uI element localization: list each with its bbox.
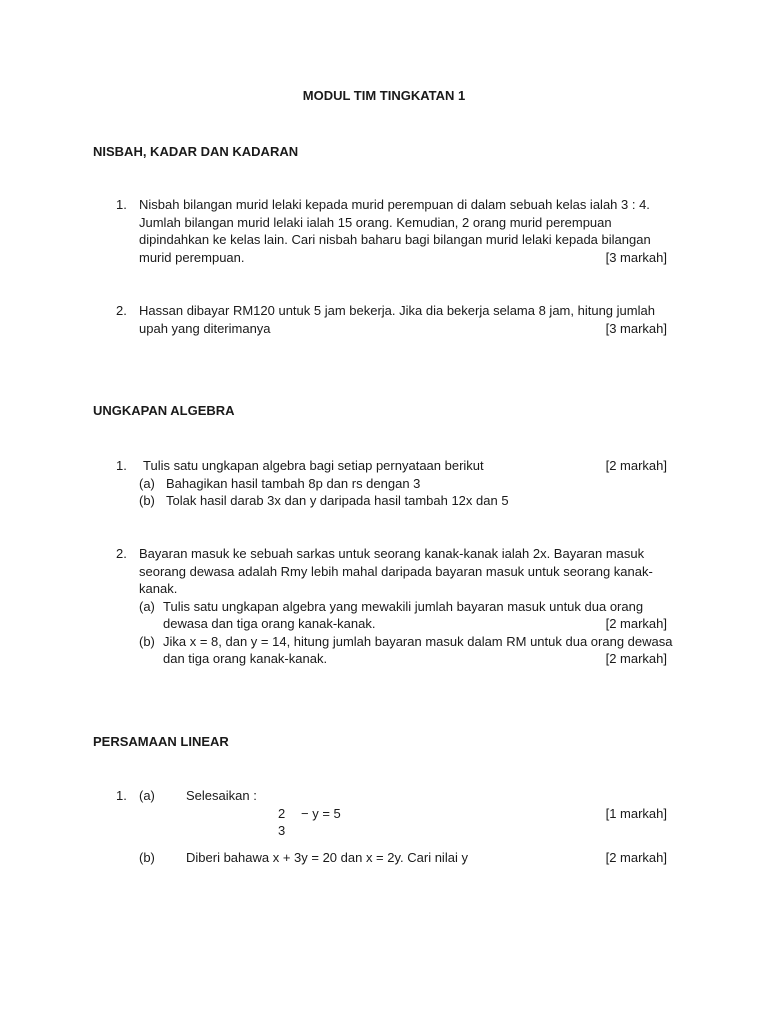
part-text: Bahagikan hasil tambah 8p dan rs dengan 3 — [166, 475, 421, 491]
question-number: 2. — [116, 546, 127, 561]
question-part — [139, 475, 667, 493]
question-text-line: kanak. — [139, 581, 178, 596]
section-heading-linear: PERSAMAAN LINEAR — [93, 734, 229, 749]
part-label: (b) — [139, 850, 155, 865]
question-text-line: dipindahkan ke kelas lain. Cari nisbah baharu bagi bilangan murid lelaki kepada bilangan — [139, 232, 651, 247]
part-label: (a) — [139, 475, 155, 491]
part-text: Diberi bahawa x + 3y = 20 dan x = 2y. Cari nilai y — [186, 850, 468, 865]
marks-label: [1 markah] — [605, 806, 667, 821]
question-text-line: upah yang diterimanya — [139, 320, 271, 336]
marks-label: [2 markah] — [605, 651, 667, 666]
question-part — [139, 492, 667, 510]
marks-label: [2 markah] — [605, 616, 667, 631]
question-number: 1. — [116, 458, 127, 473]
section-heading-algebra: UNGKAPAN ALGEBRA — [93, 403, 235, 418]
question-stem: Tulis satu ungkapan algebra bagi setiap pernyataan berikut — [143, 458, 484, 473]
marks-label: [3 markah] — [605, 320, 667, 336]
fraction-denominator: 3 — [278, 823, 286, 838]
equation-text: − y = 5 — [301, 806, 341, 821]
part-text: Selesaikan : — [186, 788, 257, 803]
question-text-line: Jumlah bilangan murid lelaki ialah 15 orang. Kemudian, 2 orang murid perempuan — [139, 214, 612, 230]
question-text-line: Hassan dibayar RM120 untuk 5 jam bekerja. Jika dia bekerja selama 8 jam, hitung jumlah — [139, 303, 655, 318]
question-part — [139, 598, 667, 616]
question-text-line: Bayaran masuk ke sebuah sarkas untuk seorang kanak-kanak ialah 2x. Bayaran masuk — [139, 546, 645, 561]
part-text: dan tiga orang kanak-kanak. — [163, 651, 328, 666]
marks-label: [3 markah] — [605, 249, 667, 265]
part-text: Jika x = 8, dan y = 14, hitung jumlah bayaran masuk dalam RM untuk dua orang dewasa — [163, 633, 673, 649]
part-label: (b) — [139, 493, 155, 508]
question-text-line: seorang dewasa adalah Rmy lebih mahal daripada bayaran masuk untuk seorang kanak- — [139, 563, 653, 579]
question-part-continued — [139, 615, 667, 633]
marks-label: [2 markah] — [605, 458, 667, 473]
question-number: 1. — [116, 788, 127, 803]
part-text: Tolak hasil darab 3x dan y daripada hasil tambah 12x dan 5 — [166, 493, 509, 508]
marks-label: [2 markah] — [605, 850, 667, 865]
question-part-continued — [139, 650, 667, 668]
fraction-numerator: 2 — [278, 806, 286, 821]
page-title: MODUL TIM TINGKATAN 1 — [302, 88, 466, 103]
part-text: dewasa dan tiga orang kanak-kanak. — [163, 616, 376, 631]
question-text-line: murid perempuan. — [139, 249, 245, 265]
part-label: (a) — [139, 788, 155, 803]
question-text-line: Nisbah bilangan murid lelaki kepada murid perempuan di dalam sebuah kelas ialah 3 : 4. — [139, 197, 650, 212]
section-heading-nisbah: NISBAH, KADAR DAN KADARAN — [93, 144, 299, 159]
part-label: (a) — [139, 598, 155, 614]
question-part — [139, 633, 673, 651]
part-text: Tulis satu ungkapan algebra yang mewakili jumlah bayaran masuk untuk dua orang — [163, 598, 644, 614]
part-label: (b) — [139, 633, 155, 649]
question-number: 2. — [116, 303, 127, 318]
question-number: 1. — [116, 197, 127, 212]
